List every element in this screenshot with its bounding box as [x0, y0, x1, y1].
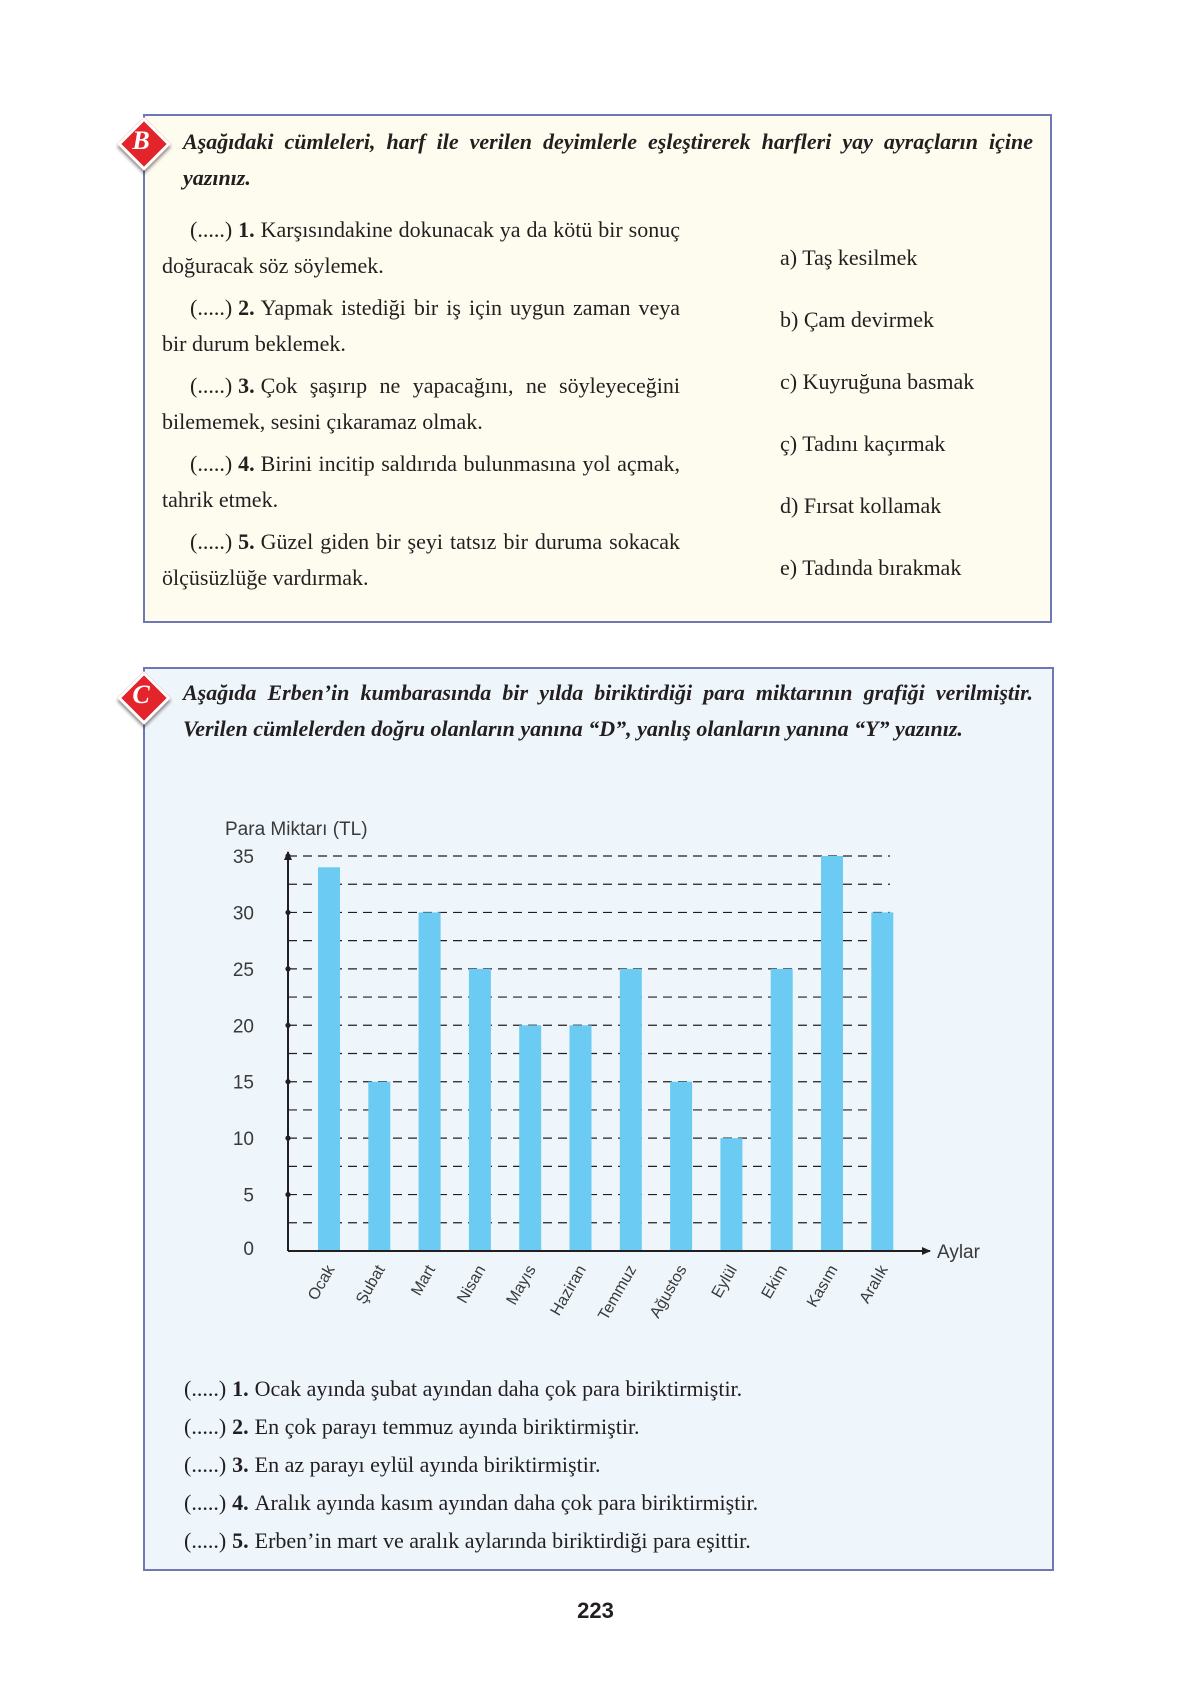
- question-text: Yapmak istediği bir iş için uygun zaman veya bir durum beklemek.: [162, 295, 680, 356]
- question-text: Karşısındakine dokunacak ya da kötü bir sonuç doğuracak söz söylemek.: [162, 217, 680, 278]
- y-tick-mark: [285, 1079, 290, 1084]
- statement-text: En az parayı eylül ayında biriktirmiştir.: [254, 1452, 601, 1477]
- statement-text: Ocak ayında şubat ayından daha çok para biriktirmiştir.: [254, 1376, 743, 1401]
- statement-text: Aralık ayında kasım ayından daha çok para biriktirmiştir.: [254, 1490, 759, 1515]
- statement-text: En çok parayı temmuz ayında biriktirmiştir.: [254, 1414, 640, 1439]
- x-tick-label: Ocak: [305, 1262, 339, 1304]
- bar: [419, 912, 441, 1251]
- question-number: 2.: [238, 295, 255, 320]
- x-tick-label: Mayıs: [503, 1262, 540, 1308]
- answer-blank[interactable]: (.....): [184, 1414, 227, 1439]
- page-number: 223: [577, 1598, 614, 1623]
- bar: [620, 969, 642, 1251]
- answer-blank[interactable]: (.....): [190, 217, 233, 242]
- question-item: [162, 446, 680, 518]
- y-tick-label: 35: [232, 847, 254, 868]
- statement-item: [184, 1446, 758, 1484]
- answer-blank[interactable]: (.....): [184, 1490, 227, 1515]
- section-b-instruction: Aşağıdaki cümleleri, harf ile verilen deyimlerle eşleştirerek harfleri yay ayraçların içine yazınız.: [183, 129, 1033, 190]
- y-axis-title: Para Miktarı (TL): [225, 819, 368, 840]
- x-tick-label: Nisan: [454, 1262, 490, 1307]
- y-tick-label: 10: [232, 1129, 254, 1151]
- section-b-badge: [118, 118, 164, 164]
- x-axis-title: Aylar: [937, 1242, 980, 1263]
- section-b-question-list: [162, 212, 680, 602]
- option-item: b) Çam devirmek: [780, 307, 934, 332]
- section-c-badge: [118, 672, 164, 718]
- statement-text: Erben’in mart ve aralık aylarında biriktirdiği para eşittir.: [254, 1528, 751, 1553]
- y-tick-mark: [285, 966, 290, 971]
- bar: [670, 1082, 692, 1251]
- option-item: c) Kuyruğuna basmak: [780, 369, 975, 394]
- answer-blank[interactable]: (.....): [190, 451, 233, 476]
- x-tick-label: Şubat: [353, 1262, 389, 1308]
- statement-number: 3.: [232, 1452, 249, 1477]
- y-tick-mark: [285, 1023, 290, 1028]
- statement-item: [184, 1484, 758, 1522]
- statement-item: [184, 1408, 758, 1446]
- question-number: 3.: [238, 373, 255, 398]
- section-c-statement-list: [184, 1370, 758, 1560]
- answer-blank[interactable]: (.....): [190, 295, 233, 320]
- option-item: d) Fırsat kollamak: [780, 493, 942, 518]
- y-tick-label: 15: [232, 1072, 254, 1094]
- x-tick-label: Kasım: [804, 1262, 842, 1311]
- option-item: a) Taş kesilmek: [780, 245, 918, 270]
- x-tick-label: Temmuz: [595, 1262, 641, 1324]
- x-tick-label: Ekim: [758, 1262, 792, 1302]
- statement-number: 4.: [232, 1490, 249, 1515]
- statement-number: 2.: [232, 1414, 249, 1439]
- bar: [871, 912, 893, 1251]
- y-tick-mark: [285, 1192, 290, 1197]
- question-text: Çok şaşırıp ne yapacağını, ne söyleyeceğini bilememek, sesini çıkaramaz olmak.: [162, 373, 680, 434]
- question-text: Birini incitip saldırıda bulunmasına yol açmak, tahrik etmek.: [162, 451, 680, 512]
- section-b-option-list: [780, 240, 974, 612]
- y-tick-label: 20: [232, 1016, 254, 1038]
- answer-blank[interactable]: (.....): [184, 1452, 227, 1477]
- answer-blank[interactable]: (.....): [184, 1528, 227, 1553]
- option-item: e) Tadında bırakmak: [780, 555, 962, 580]
- statement-number: 5.: [232, 1528, 249, 1553]
- bar-chart: [200, 800, 980, 1345]
- answer-blank[interactable]: (.....): [184, 1376, 227, 1401]
- badge-letter: B: [132, 126, 150, 155]
- y-tick-label: 30: [232, 903, 254, 925]
- y-tick-label: 25: [232, 959, 254, 981]
- bar: [720, 1138, 742, 1251]
- bar: [570, 1025, 592, 1251]
- statement-item: [184, 1370, 758, 1408]
- badge-letter: C: [132, 680, 150, 709]
- question-item: [162, 290, 680, 362]
- x-tick-label: Aralık: [856, 1262, 892, 1307]
- bar: [318, 867, 340, 1251]
- question-number: 5.: [238, 529, 255, 554]
- y-tick-mark: [285, 1136, 290, 1141]
- bar: [368, 1082, 390, 1251]
- question-number: 4.: [238, 451, 255, 476]
- question-item: [162, 368, 680, 440]
- x-axis-labels: [305, 1262, 892, 1324]
- x-tick-label: Eylül: [708, 1262, 741, 1302]
- bar: [519, 1025, 541, 1251]
- question-text: Güzel giden bir şeyi tatsız bir duruma sokacak ölçüsüzlüğe vardırmak.: [162, 529, 680, 590]
- statement-item: [184, 1522, 758, 1560]
- question-number: 1.: [238, 217, 255, 242]
- question-item: [162, 212, 680, 284]
- y-tick-mark: [285, 853, 290, 858]
- y-tick-label: 5: [243, 1185, 254, 1207]
- x-tick-label: Ağustos: [646, 1262, 691, 1322]
- y-axis-ticks: [233, 847, 291, 1260]
- question-item: [162, 524, 680, 596]
- answer-blank[interactable]: (.....): [190, 373, 233, 398]
- answer-blank[interactable]: (.....): [190, 529, 233, 554]
- option-item: ç) Tadını kaçırmak: [780, 431, 946, 456]
- bar: [469, 969, 491, 1251]
- section-c-instruction: Aşağıda Erben’in kumbarasında bir yılda biriktirdiği para miktarının grafiği verilmiştir. Verilen cümlelerden doğru olanların yanına “D”, yanlış olanların yanına “Y” yazınız.: [183, 680, 1033, 741]
- x-tick-label: Mart: [408, 1262, 440, 1299]
- bar: [821, 856, 843, 1251]
- y-tick-mark: [285, 910, 290, 915]
- statement-number: 1.: [232, 1376, 249, 1401]
- bar: [771, 969, 793, 1251]
- x-tick-label: Haziran: [547, 1262, 590, 1319]
- y-tick-label: 0: [243, 1239, 254, 1260]
